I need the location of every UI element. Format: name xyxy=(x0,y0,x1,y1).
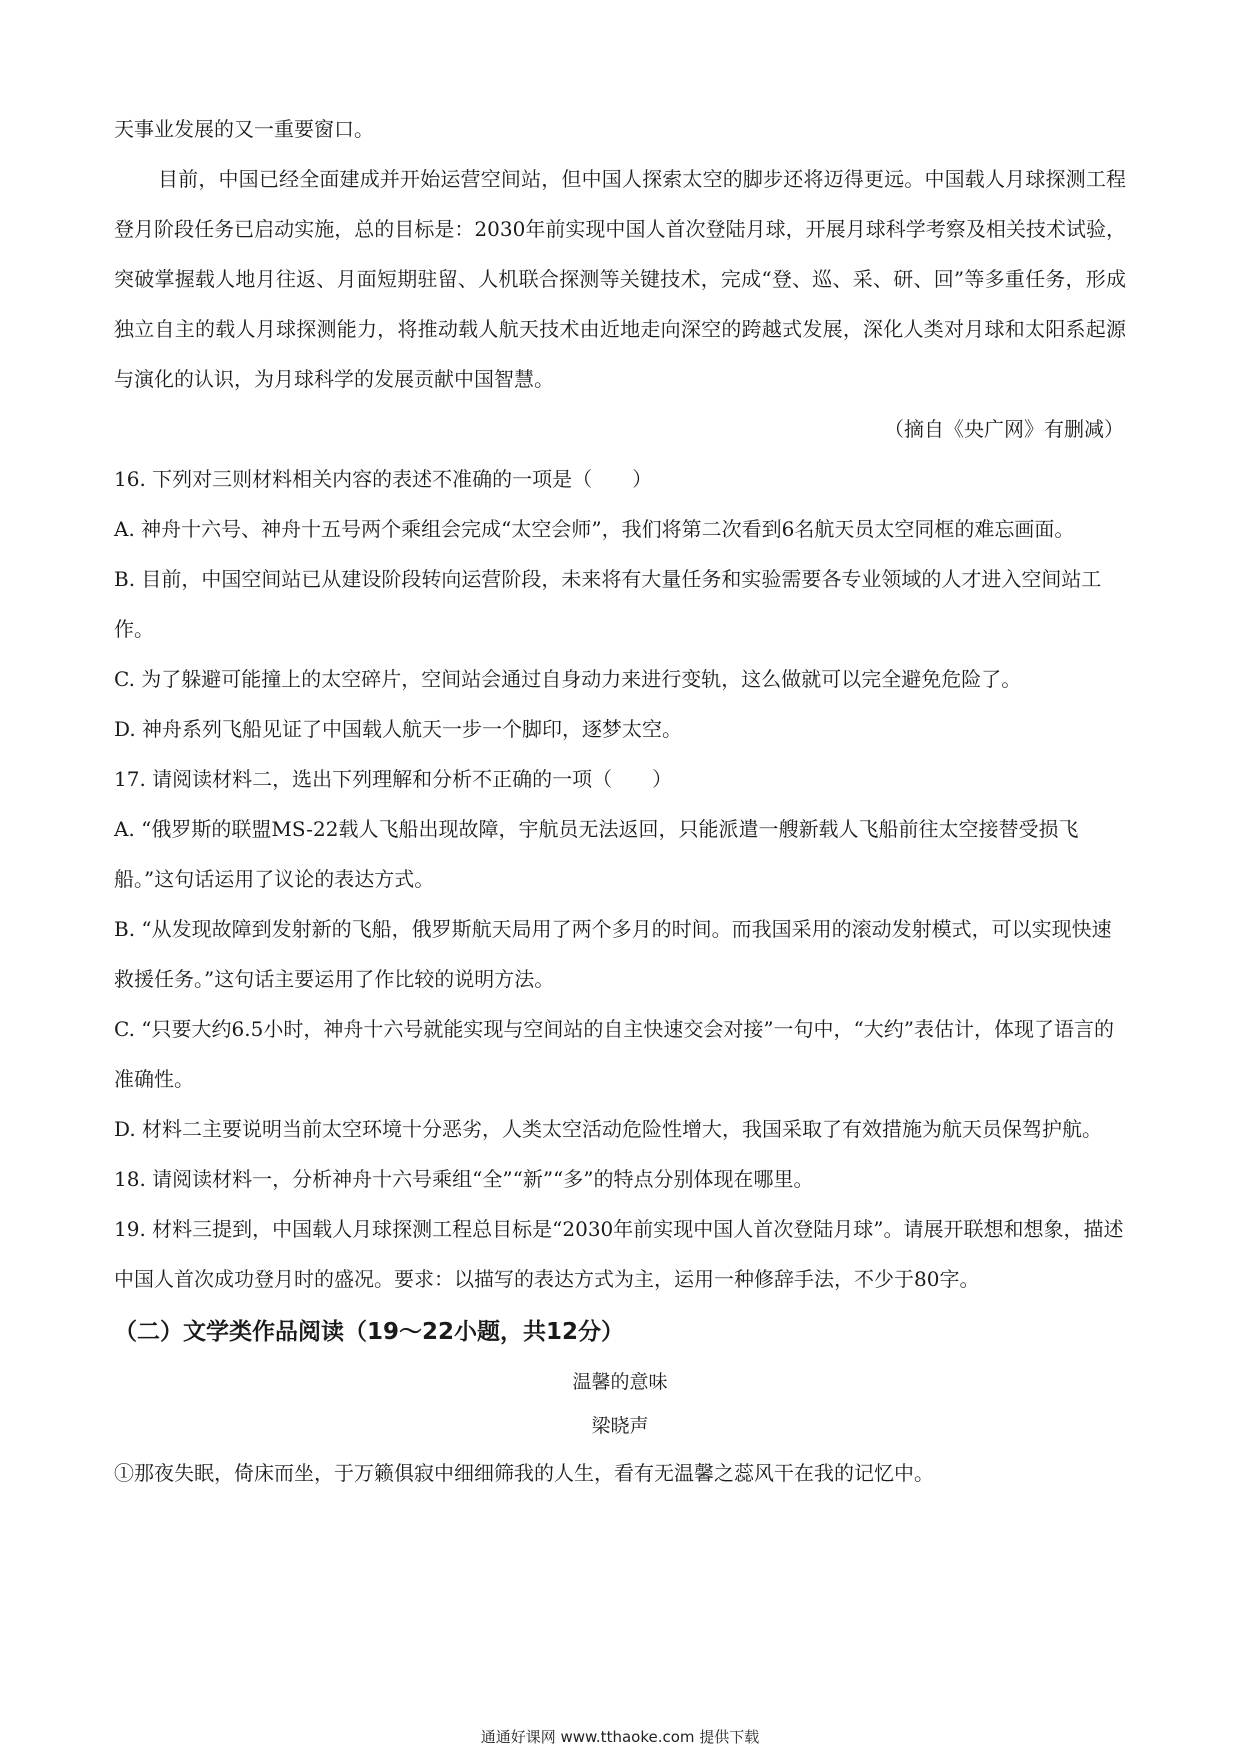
footer-download-note: 通通好课网 www.tthaoke.com 提供下载 xyxy=(480,1728,760,1746)
question-19: 19. 材料三提到，中国载人月球探测工程总目标是“2030年前实现中国人首次登陆月球”。请展开联想和想象，描述中国人首次成功登月时的盛况。要求：以描写的表达方式为主，运用一种修辞手法，不少于80字。 xyxy=(114,1217,1124,1291)
question-17 xyxy=(114,754,1126,1154)
page-content xyxy=(114,104,1126,1498)
option-a: A. “俄罗斯的联盟MS-22载人飞船出现故障，宇航员无法返回，只能派遣一艘新载人飞船前往太空接替受损飞船。”这句话运用了议论的表达方式。 xyxy=(114,817,1079,891)
passage-source: （摘自《央广网》有删减） xyxy=(884,417,1124,441)
option-a: A. 神舟十六号、神舟十五号两个乘组会完成“太空会师”，我们将第二次看到6名航天员太空同框的难忘画面。 xyxy=(114,517,1075,541)
option-c: C. “只要大约6.5小时，神舟十六号就能实现与空间站的自主快速交会对接”一句中，“大约”表估计，体现了语言的准确性。 xyxy=(114,1017,1115,1091)
option-d: D. 材料二主要说明当前太空环境十分恶劣，人类太空活动危险性增大，我国采取了有效措施为航天员保驾护航。 xyxy=(114,1117,1103,1141)
section-heading: （二）文学类作品阅读（19～22小题，共12分） xyxy=(114,1319,625,1345)
option-b: B. 目前，中国空间站已从建设阶段转向运营阶段，未来将有大量任务和实验需要各专业领域的人才进入空间站工作。 xyxy=(114,567,1102,641)
question-18: 18. 请阅读材料一，分析神舟十六号乘组“全”“新”“多”的特点分别体现在哪里。 xyxy=(114,1167,814,1191)
essay-first-paragraph: ①那夜失眠，倚床而坐，于万籁俱寂中细细筛我的人生，看有无温馨之蕊风干在我的记忆中。 xyxy=(114,1461,934,1485)
option-b: B. “从发现故障到发射新的飞船，俄罗斯航天局用了两个多月的时间。而我国采用的滚动发射模式，可以实现快速救援任务。”这句话主要运用了作比较的说明方法。 xyxy=(114,917,1112,991)
essay-author: 梁晓声 xyxy=(591,1415,649,1437)
question-stem: 17. 请阅读材料二，选出下列理解和分析不正确的一项（ ） xyxy=(114,767,673,791)
question-stem: 16. 下列对三则材料相关内容的表述不准确的一项是（ ） xyxy=(114,467,653,491)
option-c: C. 为了躲避可能撞上的太空碎片，空间站会通过自身动力来进行变轨，这么做就可以完全避免危险了。 xyxy=(114,667,1022,691)
option-d: D. 神舟系列飞船见证了中国载人航天一步一个脚印，逐梦太空。 xyxy=(114,717,683,741)
passage-paragraph-moon: 目前，中国已经全面建成并开始运营空间站，但中国人探索太空的脚步还将迈得更远。中国载人月球探测工程登月阶段任务已启动实施，总的目标是：2030年前实现中国人首次登陆月球，开展月球科学考察及相关技术试验，突破掌握载人地月往返、月面短期驻留、人机联合探测等关键技术，完成“登、巡、采、研、回”等多重任务，形成独立自主的载人月球探测能力，将推动载人航天技术由近地走向深空的跨越式发展，深化人类对月球和太阳系起源与演化的认识，为月球科学的发展贡献中国智慧。 xyxy=(114,167,1126,391)
question-16 xyxy=(114,454,1126,754)
essay-title: 温馨的意味 xyxy=(572,1371,668,1393)
passage-line-continued: 天事业发展的又一重要窗口。 xyxy=(114,117,374,141)
